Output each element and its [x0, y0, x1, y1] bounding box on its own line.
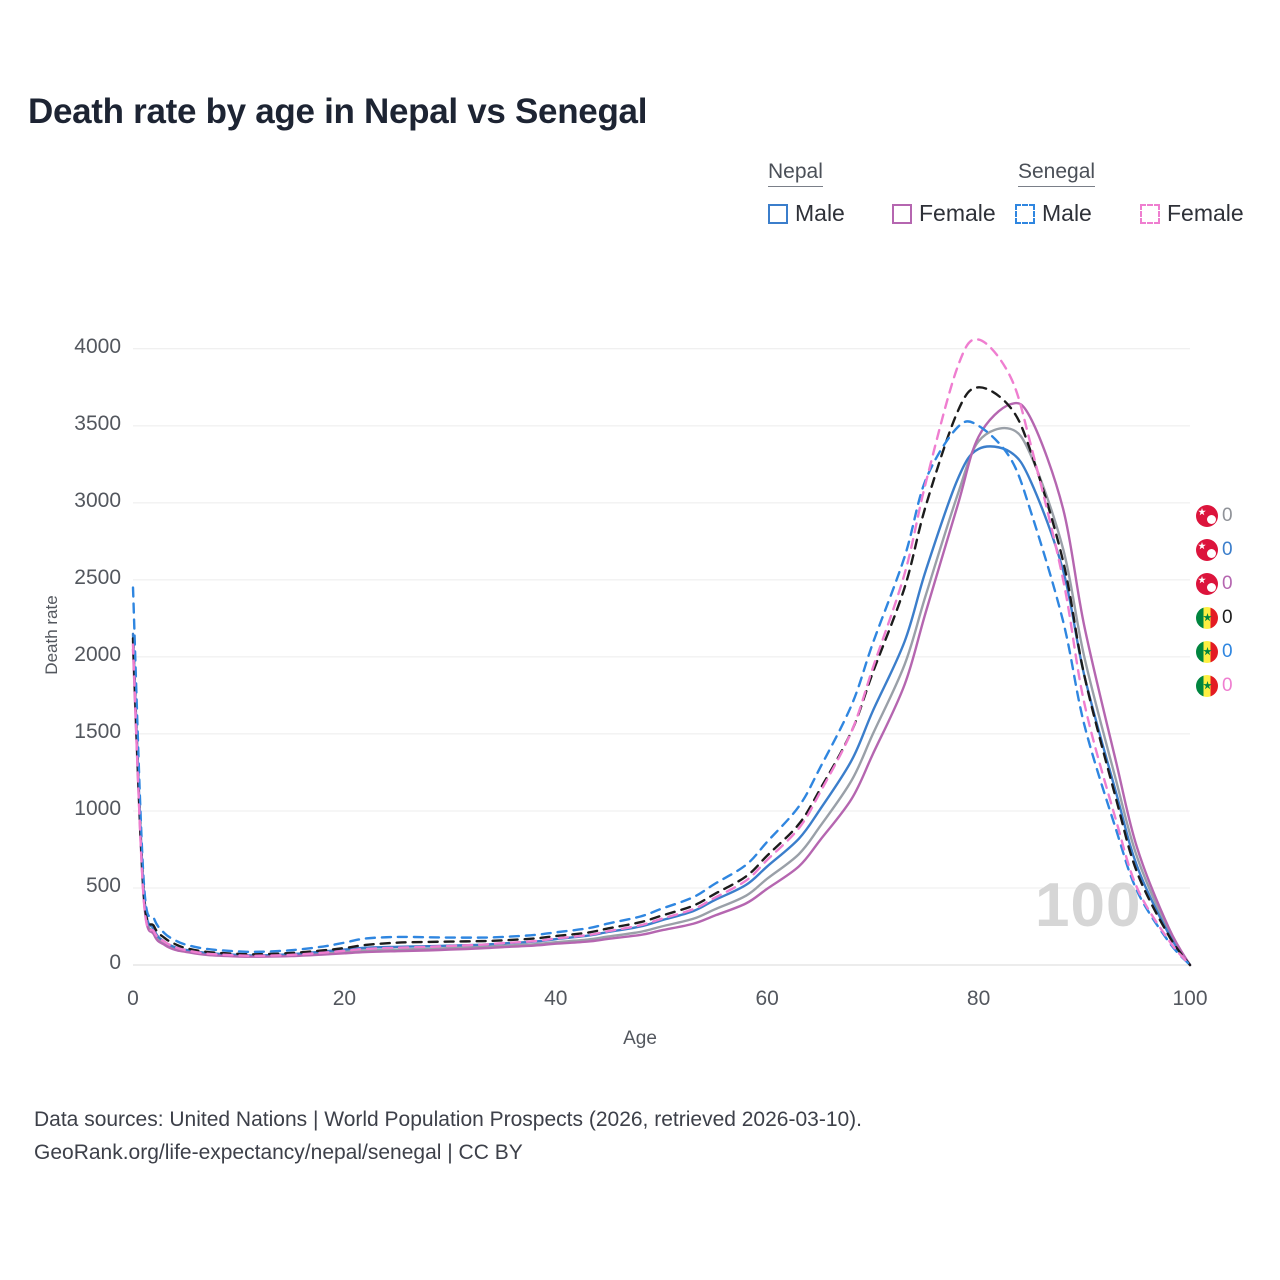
- chart-canvas: [0, 270, 1280, 1060]
- female-solid-swatch-icon: [892, 204, 912, 224]
- legend-label: Female: [1167, 200, 1244, 226]
- legend-label: Female: [919, 200, 996, 226]
- series-line: [133, 403, 1190, 965]
- legend-group-nepal: Nepal: [768, 160, 823, 187]
- page-title: Death rate by age in Nepal vs Senegal: [28, 92, 648, 131]
- legend-group-senegal: Senegal: [1018, 160, 1095, 187]
- x-tick: 100: [1172, 987, 1208, 1010]
- x-tick: 40: [544, 987, 568, 1010]
- nepal-flag-icon: [1196, 505, 1218, 527]
- nepal-flag-icon: [1196, 573, 1218, 595]
- senegal-flag-icon: [1196, 607, 1218, 629]
- end-label-row: [1196, 573, 1233, 595]
- legend-item-nepal-female[interactable]: [892, 200, 996, 227]
- series-line: [133, 428, 1190, 965]
- plot-area: Death rate Age 0 500 1000 1500 2000 2500 3000 3500 4000 0 20 40 60 80 100 100: [0, 270, 1280, 1060]
- x-tick: 80: [966, 987, 991, 1010]
- legend-item-senegal-female[interactable]: [1140, 200, 1244, 227]
- end-label-value: 0: [1222, 573, 1233, 594]
- end-label-value: 0: [1222, 675, 1233, 696]
- footer: [34, 1104, 862, 1169]
- end-label-row: [1196, 539, 1233, 561]
- senegal-flag-icon: [1196, 641, 1218, 663]
- series-line: [133, 387, 1190, 965]
- y-axis-label: Death rate: [42, 595, 61, 675]
- end-label-row: [1196, 641, 1233, 663]
- x-tick: 0: [127, 987, 139, 1010]
- watermark-label: 100: [1035, 871, 1142, 940]
- male-dashed-swatch-icon: [1015, 204, 1035, 224]
- end-label-value: 0: [1222, 539, 1233, 560]
- chart-legend: [760, 160, 1260, 250]
- x-axis-label: Age: [623, 1028, 657, 1049]
- legend-label: Male: [795, 200, 845, 226]
- end-label-row: [1196, 607, 1233, 629]
- end-label-value: 0: [1222, 505, 1233, 526]
- end-label-row: [1196, 675, 1233, 697]
- legend-item-nepal-male[interactable]: [768, 200, 845, 227]
- x-tick: 60: [755, 987, 779, 1010]
- female-dashed-swatch-icon: [1140, 204, 1160, 224]
- series-line: [133, 339, 1190, 965]
- series-line: [133, 446, 1190, 965]
- end-label-value: 0: [1222, 607, 1233, 628]
- nepal-flag-icon: [1196, 539, 1218, 561]
- legend-label: Male: [1042, 200, 1092, 226]
- male-solid-swatch-icon: [768, 204, 788, 224]
- footer-line-1: Data sources: United Nations | World Population Prospects (2026, retrieved 2026-03-10).: [34, 1108, 863, 1131]
- end-label-row: [1196, 505, 1233, 527]
- legend-item-senegal-male[interactable]: [1015, 200, 1092, 227]
- senegal-flag-icon: [1196, 675, 1218, 697]
- footer-line-2[interactable]: GeoRank.org/life-expectancy/nepal/senegal | CC BY: [34, 1140, 523, 1164]
- end-label-value: 0: [1222, 641, 1233, 662]
- x-tick: 20: [332, 987, 357, 1010]
